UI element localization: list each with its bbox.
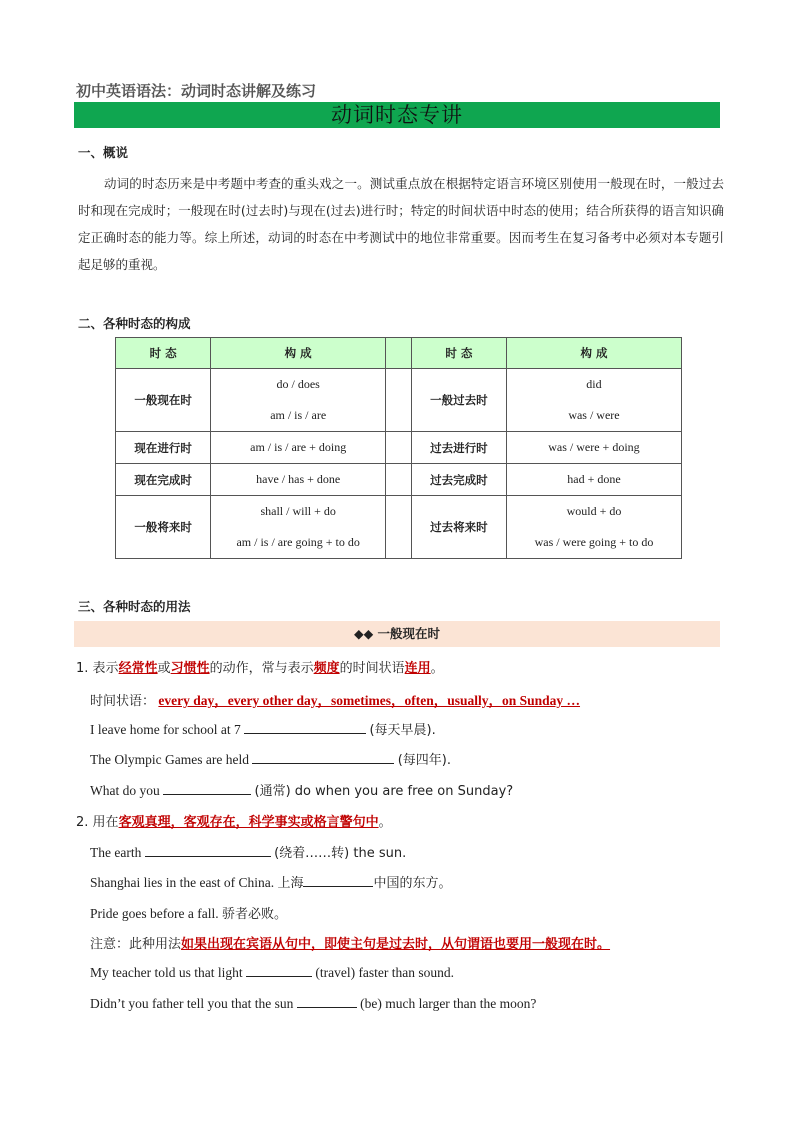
form-line: was / were going + to do [534,535,654,549]
tense-name: 一般将来时 [116,496,211,559]
tense-form: was / were + doing [506,432,681,464]
document-header: 初中英语语法：动词时态讲解及练习 [76,82,317,100]
answer-blank[interactable] [244,721,366,734]
keyword: 频度 [313,661,340,676]
example-text: Pride goes before a fall. [90,906,219,921]
example-translation: 骄者必败。 [221,907,287,922]
section-heading-formation: 二、各种时态的构成 [78,316,191,331]
time-adverbials [90,689,580,709]
example-4 [90,842,406,861]
example-text: Shanghai lies in the east of China. [90,875,275,890]
example-3 [90,780,513,799]
section-heading-overview: 一、概说 [78,145,129,160]
point-number: 2. [76,815,89,830]
example-hint: (be) much larger than the moon? [360,996,537,1011]
form-line: shall / will + do [260,504,336,518]
example-text: I leave home for school at 7 [90,722,241,737]
example-hint: (绕着……转) the sun. [274,846,407,861]
example-hint: (通常) do when you are free on Sunday? [254,784,514,799]
tense-name: 过去进行时 [411,432,506,464]
example-hint: (travel) faster than sound. [315,965,455,980]
text: 的时间状语 [339,661,405,676]
table-gap [386,432,412,464]
text: 的动作，常与表示 [209,661,314,676]
example-text: The earth [90,845,142,860]
tense-form: have / has + done [211,464,386,496]
table-row [116,432,682,464]
tense-formation-table [115,337,682,559]
text: 或 [157,661,171,676]
usage-point-2 [76,811,392,830]
note-label: 注意：此种用法 [90,937,182,952]
answer-blank[interactable] [145,844,271,857]
keyword: 习惯性 [170,661,210,676]
table-header-row [116,338,682,369]
example-text: Didn’t you father tell you that the sun [90,996,294,1011]
text: 。 [378,815,392,830]
tense-form: had + done [506,464,681,496]
tense-name: 现在完成时 [116,464,211,496]
answer-blank[interactable] [252,751,394,764]
text: 表示 [92,661,119,676]
header-form: 构 成 [211,338,386,369]
example-hint: 中国的东方。 [373,876,452,891]
main-title-bar [74,102,720,128]
note-text: 如果出现在宾语从句中，即使主句是过去时，从句谓语也要用一般现在时。 [181,937,611,952]
table-row [116,496,682,559]
example-6 [90,903,287,922]
tense-form [211,369,386,432]
example-1 [90,719,436,738]
tense-form [506,496,681,559]
form-line: am / is / are going + to do [236,535,360,549]
answer-blank[interactable] [303,874,373,887]
form-line: would + do [566,504,622,518]
example-2 [90,749,451,768]
text: 用在 [92,815,119,830]
example-text: My teacher told us that light [90,965,243,980]
overview-paragraph: 动词的时态历来是中考题中考查的重头戏之一。测试重点放在根据特定语言环境区别使用一般现在时，一般过去时和现在完成时；一般现在时(过去时)与现在(过去)进行时；特定的时间状语中时态的使用；结合所获得的语言知识确定正确时态的能力等。综上所述，动词的时态在中考测试中的地位非常重要。因而考生在复习备考中必须对本专题引起足够的重视。 [78,176,724,272]
example-5 [90,872,452,891]
example-text: What do you [90,783,160,798]
example-7 [90,964,454,981]
table-gap [386,369,412,432]
keyword: 客观真理，客观存在，科学事实或格言警句中 [118,815,379,830]
text: 。 [430,661,444,676]
section-heading-usage: 三、各种时态的用法 [78,599,191,614]
header-tense: 时 态 [411,338,506,369]
example-8 [90,995,536,1012]
form-line: am / is / are [270,408,327,422]
tense-name: 一般现在时 [116,369,211,432]
form-line: do / does [276,377,320,391]
label: 时间状语： [90,694,156,709]
example-text: The Olympic Games are held [90,752,249,767]
table-gap [386,496,412,559]
answer-blank[interactable] [163,782,251,795]
header-form: 构 成 [506,338,681,369]
tense-form [211,496,386,559]
adverbial-list: every day，every other day，sometimes，often，usually，on Sunday … [158,693,581,708]
form-line: was / were [568,408,620,422]
tense-name: 一般过去时 [411,369,506,432]
keyword: 连用 [404,661,431,676]
answer-blank[interactable] [297,995,357,1008]
form-line: did [586,377,602,391]
table-gap [386,338,412,369]
tense-name: 现在进行时 [116,432,211,464]
header-tense: 时 态 [116,338,211,369]
table-gap [386,464,412,496]
table-row [116,464,682,496]
example-hint: (每四年). [397,753,451,768]
tense-form: am / is / are + doing [211,432,386,464]
tense-name: 过去完成时 [411,464,506,496]
usage-band-simple-present: ◆◆ 一般现在时 [74,621,720,647]
note-line [90,933,610,952]
answer-blank[interactable] [246,964,312,977]
main-title: 动词时态专讲 [331,103,463,127]
usage-point-1 [76,657,444,676]
example-hint: 上海 [277,876,304,891]
tense-name: 过去将来时 [411,496,506,559]
example-hint: (每天早晨). [369,723,436,738]
point-number: 1. [76,661,89,676]
tense-form [506,369,681,432]
keyword: 经常性 [118,661,158,676]
table-row [116,369,682,432]
